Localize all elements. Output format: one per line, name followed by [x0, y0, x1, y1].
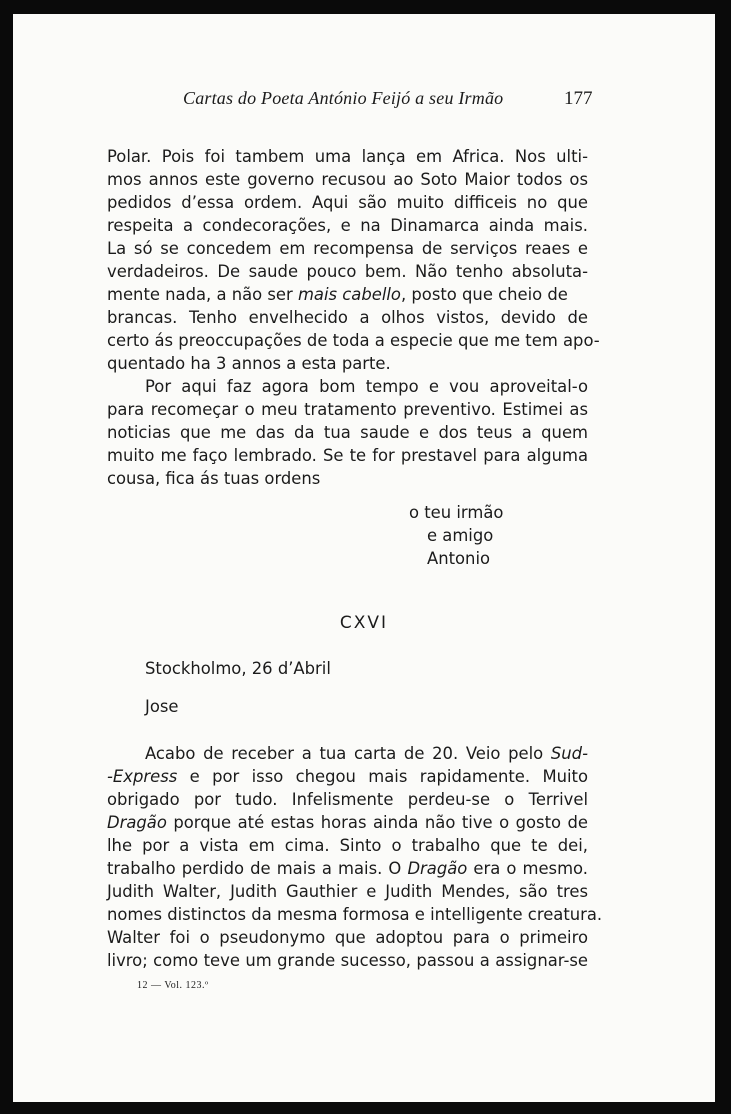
text-line: certo ás preoccupações de toda a especie que me tem apo- [107, 331, 600, 350]
text-line: mente nada, a não ser mais cabello, posto que cheio de [107, 285, 568, 304]
signature-mark: 12 — Vol. 123.º [137, 980, 209, 991]
text-line: Por aqui faz agora bom tempo e vou aproveital-o [145, 377, 588, 396]
running-title: Cartas do Poeta António Feijó a seu Irmão [183, 88, 504, 108]
text-line: verdadeiros. De saude pouco bem. Não tenho absoluta- [107, 262, 588, 281]
italic-phrase: mais cabello [297, 285, 401, 304]
text-line: Polar. Pois foi tambem uma lança em Africa. Nos ulti- [107, 147, 588, 166]
text-line: para recomeçar o meu tratamento preventivo. Estimei as [107, 400, 588, 419]
text-line: Acabo de receber a tua carta de 20. Veio pelo Sud- [145, 744, 588, 763]
text-line: mos annos este governo recusou ao Soto Maior todos os [107, 170, 588, 189]
letter-number-heading: CXVI [339, 613, 389, 633]
text-line: respeita a condecorações, e na Dinamarca ainda mais. [107, 216, 588, 235]
book-page [13, 14, 715, 1102]
text-line: Judith Walter, Judith Gauthier e Judith Mendes, são tres [107, 882, 588, 901]
text-line: Dragão porque até estas horas ainda não tive o gosto de [107, 813, 588, 832]
signature-line: e amigo [427, 526, 494, 545]
text-line: brancas. Tenho envelhecido a olhos vistos, devido de [107, 308, 588, 327]
text-line: obrigado por tudo. Infelismente perdeu-se o Terrivel [107, 790, 588, 809]
text-line: -Express e por isso chegou mais rapidamente. Muito [107, 767, 588, 786]
place-date: Stockholmo, 26 d’Abril [145, 659, 331, 678]
page-number: 177 [564, 88, 593, 109]
text-line: quentado ha 3 annos a esta parte. [107, 354, 391, 373]
text-line: cousa, fica ás tuas ordens [107, 469, 321, 488]
text-line: muito me faço lembrado. Se te for prestavel para alguma [107, 446, 588, 465]
signature-line: o teu irmão [409, 503, 504, 522]
text-line: lhe por a vista em cima. Sinto o trabalho que te dei, [107, 836, 588, 855]
italic-word: Dragão [407, 859, 468, 878]
text-line: pedidos d’essa ordem. Aqui são muito difficeis no que [107, 193, 588, 212]
text-line: Walter foi o pseudonymo que adoptou para o primeiro [107, 928, 588, 947]
text-line: noticias que me das da tua saude e dos teus a quem [107, 423, 588, 442]
text-line: livro; como teve um grande sucesso, passou a assignar-se [107, 951, 588, 970]
text-line: trabalho perdido de mais a mais. O Dragão era o mesmo. [107, 859, 588, 878]
signature-name: Antonio [427, 549, 491, 568]
italic-word: -Express [107, 767, 178, 786]
text-line: La só se concedem em recompensa de serviços reaes e [107, 239, 588, 258]
italic-word: Dragão [107, 813, 167, 832]
italic-word: Sud- [550, 744, 588, 763]
text-line: nomes distinctos da mesma formosa e intelligente creatura. [107, 905, 603, 924]
salutation: Jose [145, 697, 179, 716]
